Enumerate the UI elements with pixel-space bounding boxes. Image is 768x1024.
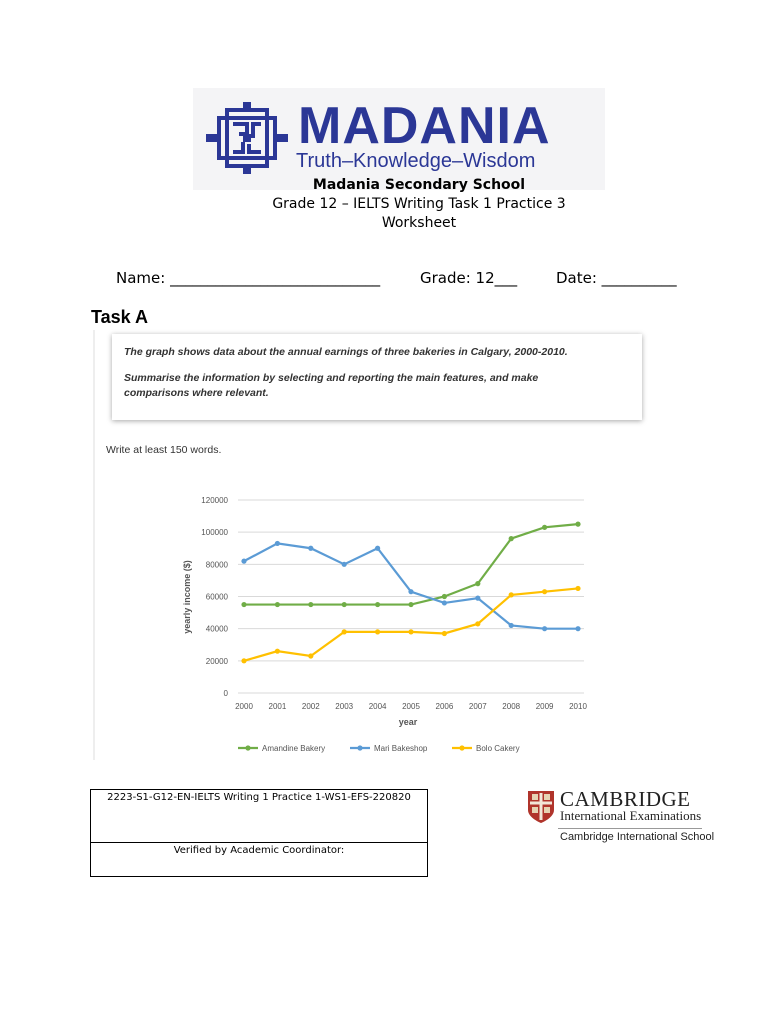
document-subtitle: Grade 12 – IELTS Writing Task 1 Practice 3 <box>272 196 566 212</box>
series-line <box>244 588 578 660</box>
school-name: Madania Secondary School <box>312 177 526 193</box>
y-tick-label: 80000 <box>205 560 228 570</box>
image-edge <box>93 330 95 760</box>
data-point <box>241 602 246 607</box>
y-tick-label: 20000 <box>205 656 228 666</box>
legend-label: Mari Bakeshop <box>374 744 428 753</box>
chart-legend <box>238 744 520 753</box>
data-point <box>342 602 347 607</box>
word-count-instruction: Write at least 150 words. <box>106 444 222 456</box>
date-field[interactable]: Date: __________ <box>556 269 677 287</box>
verified-by-label: Verified by Academic Coordinator: <box>173 845 345 856</box>
brand-tagline: Truth–Knowledge–Wisdom <box>296 150 536 172</box>
x-tick-label: 2009 <box>535 702 554 711</box>
data-point <box>241 658 246 663</box>
data-point <box>442 594 447 599</box>
data-point <box>542 626 547 631</box>
data-point <box>342 562 347 567</box>
x-axis-label: year <box>398 717 418 727</box>
x-tick-labels <box>235 702 587 711</box>
task-heading: Task A <box>91 307 149 327</box>
data-point <box>542 589 547 594</box>
line-chart <box>160 485 600 760</box>
cambridge-exams: International Examinations <box>560 808 702 823</box>
x-tick-label: 2005 <box>402 702 420 711</box>
data-point <box>275 541 280 546</box>
legend-marker <box>357 745 362 750</box>
y-tick-labels <box>201 496 228 698</box>
legend-label: Amandine Bakery <box>262 744 326 753</box>
data-point <box>342 629 347 634</box>
y-tick-label: 120000 <box>201 496 228 505</box>
legend-marker <box>245 745 250 750</box>
x-tick-label: 2001 <box>268 702 287 711</box>
cambridge-shield-icon <box>527 790 555 824</box>
data-point <box>575 522 580 527</box>
data-point <box>408 589 413 594</box>
madania-emblem-icon <box>206 102 288 174</box>
y-tick-label: 0 <box>223 689 228 698</box>
document-type: Worksheet <box>381 215 457 231</box>
data-point <box>375 546 380 551</box>
data-point <box>509 592 514 597</box>
data-point <box>475 621 480 626</box>
data-point <box>575 626 580 631</box>
chart-series <box>241 522 580 664</box>
data-point <box>408 602 413 607</box>
prompt-line-2: Summarise the information by selecting and reporting the main features, and make <box>124 372 539 384</box>
legend-label: Bolo Cakery <box>476 744 520 753</box>
data-point <box>408 629 413 634</box>
x-tick-label: 2000 <box>235 702 253 711</box>
data-point <box>509 623 514 628</box>
data-point <box>308 602 313 607</box>
y-tick-label: 40000 <box>205 624 228 634</box>
data-point <box>442 600 447 605</box>
legend-marker <box>459 745 464 750</box>
data-point <box>375 629 380 634</box>
data-point <box>509 536 514 541</box>
y-axis-label: yearly income ($) <box>182 560 192 634</box>
series-line <box>244 543 578 628</box>
x-tick-label: 2002 <box>301 702 320 711</box>
data-point <box>475 596 480 601</box>
cambridge-school: Cambridge International School <box>560 831 715 843</box>
chart-grid <box>238 500 584 693</box>
x-tick-label: 2010 <box>569 702 587 711</box>
y-tick-label: 100000 <box>201 528 228 538</box>
data-point <box>308 653 313 658</box>
data-point <box>442 631 447 636</box>
data-point <box>241 559 246 564</box>
brand-name: MADANIA <box>298 97 551 155</box>
x-tick-label: 2008 <box>502 702 521 711</box>
data-point <box>575 586 580 591</box>
data-point <box>542 525 547 530</box>
document-code: 2223-S1-G12-EN-IELTS Writing 1 Practice 1-WS1-EFS-220820 <box>107 792 411 803</box>
prompt-line-3: comparisons where relevant. <box>124 387 269 399</box>
data-point <box>308 546 313 551</box>
cambridge-name: CAMBRIDGE <box>560 787 691 811</box>
x-tick-label: 2007 <box>468 702 487 711</box>
data-point <box>475 581 480 586</box>
cambridge-divider <box>558 828 702 829</box>
x-tick-label: 2003 <box>335 702 354 711</box>
grade-field[interactable]: Grade: 12___ <box>420 269 518 287</box>
x-tick-label: 2004 <box>368 702 387 711</box>
y-tick-label: 60000 <box>205 592 228 602</box>
data-point <box>275 602 280 607</box>
x-tick-label: 2006 <box>435 702 454 711</box>
prompt-line-1: The graph shows data about the annual earnings of three bakeries in Calgary, 2000-2010. <box>124 346 568 358</box>
data-point <box>375 602 380 607</box>
name-field[interactable]: Name: ____________________________ <box>116 269 381 287</box>
data-point <box>275 649 280 654</box>
